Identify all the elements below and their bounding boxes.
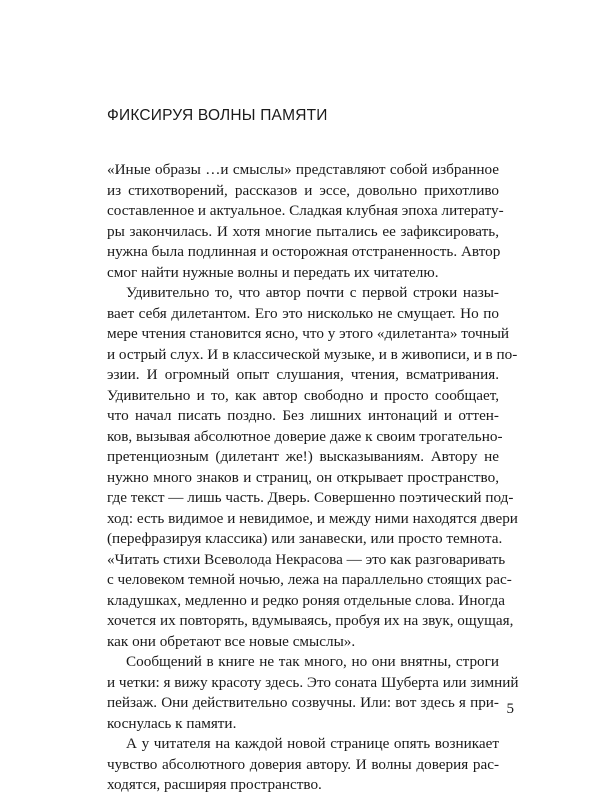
text-line: ры закончилась. И хотя многие пытались ее зафиксировать, xyxy=(107,222,499,240)
text-line: «Иные образы …и смыслы» представляют собой избранное xyxy=(107,161,499,178)
text-line: пейзаж. Они действительно созвучны. Или: вот здесь я при- xyxy=(107,694,499,711)
page-number: 5 xyxy=(506,701,514,717)
text-line: эзии. И огромный опыт слушания, чтения, всматривания. xyxy=(107,366,499,383)
text-line: смог найти нужные волны и передать их читателю. xyxy=(107,263,439,281)
text-line: и четки: я вижу красоту здесь. Это соната Шуберта или зимний xyxy=(107,673,519,691)
text-line: Удивительно то, что автор почти с первой строки назы- xyxy=(126,284,499,301)
text-line: кладушках, медленно и редко роняя отдельные слова. Иногда xyxy=(107,591,506,609)
body-text xyxy=(107,160,519,796)
text-line: нужна была подлинная и осторожная отстраненность. Автор xyxy=(107,243,501,260)
text-line: что начал писать поздно. Без лишних интонаций и оттен- xyxy=(107,407,499,424)
text-line: ход: есть видимое и невидимое, и между ними находятся двери xyxy=(107,509,518,527)
text-line: ков, вызывая абсолютное доверие даже к своим трогательно- xyxy=(107,427,503,445)
text-line: хочется их повторять, вдумываясь, пробуя их на звук, ощущая, xyxy=(107,612,514,629)
text-line: «Читать стихи Всеволода Некрасова — это как разговаривать xyxy=(107,550,506,568)
text-line: (перефразируя классика) или занавески, или просто темнота. xyxy=(107,530,503,547)
text-line: с человеком темной ночью, лежа на параллельно стоящих рас- xyxy=(107,571,512,588)
text-line: претенциозным (дилетант же!) высказываниям. Автору не xyxy=(107,448,499,465)
text-line: ходятся, расширяя пространство. xyxy=(107,776,322,793)
text-line: Удивительно и то, как автор свободно и просто сообщает, xyxy=(107,386,499,404)
text-line: коснулась к памяти. xyxy=(107,714,237,732)
text-line: и острый слух. И в классической музыке, и в живописи, и в по- xyxy=(107,345,518,363)
chapter-title: ФИКСИРУЯ ВОЛНЫ ПАМЯТИ xyxy=(107,107,328,124)
text-line: А у читателя на каждой новой странице опять возникает xyxy=(126,735,499,752)
text-line: где текст — лишь часть. Дверь. Совершенно поэтический под- xyxy=(107,489,514,506)
text-line: чувство абсолютного доверия автору. И волны доверия рас- xyxy=(107,755,499,773)
text-line: мере чтения становится ясно, что у этого «дилетанта» точный xyxy=(107,325,510,342)
text-line: Сообщений в книге не так много, но они внятны, строги xyxy=(126,653,499,670)
text-line: как они обретают все новые смыслы». xyxy=(107,632,356,650)
text-line: составленное и актуальное. Сладкая клубная эпоха литерату- xyxy=(107,202,504,219)
text-line: вает себя дилетантом. Его это нисколько не смущает. Но по xyxy=(107,304,499,322)
text-line: из стихотворений, рассказов и эссе, довольно прихотливо xyxy=(107,181,499,199)
text-line: нужно много знаков и страниц, он открывает пространство, xyxy=(107,468,499,486)
